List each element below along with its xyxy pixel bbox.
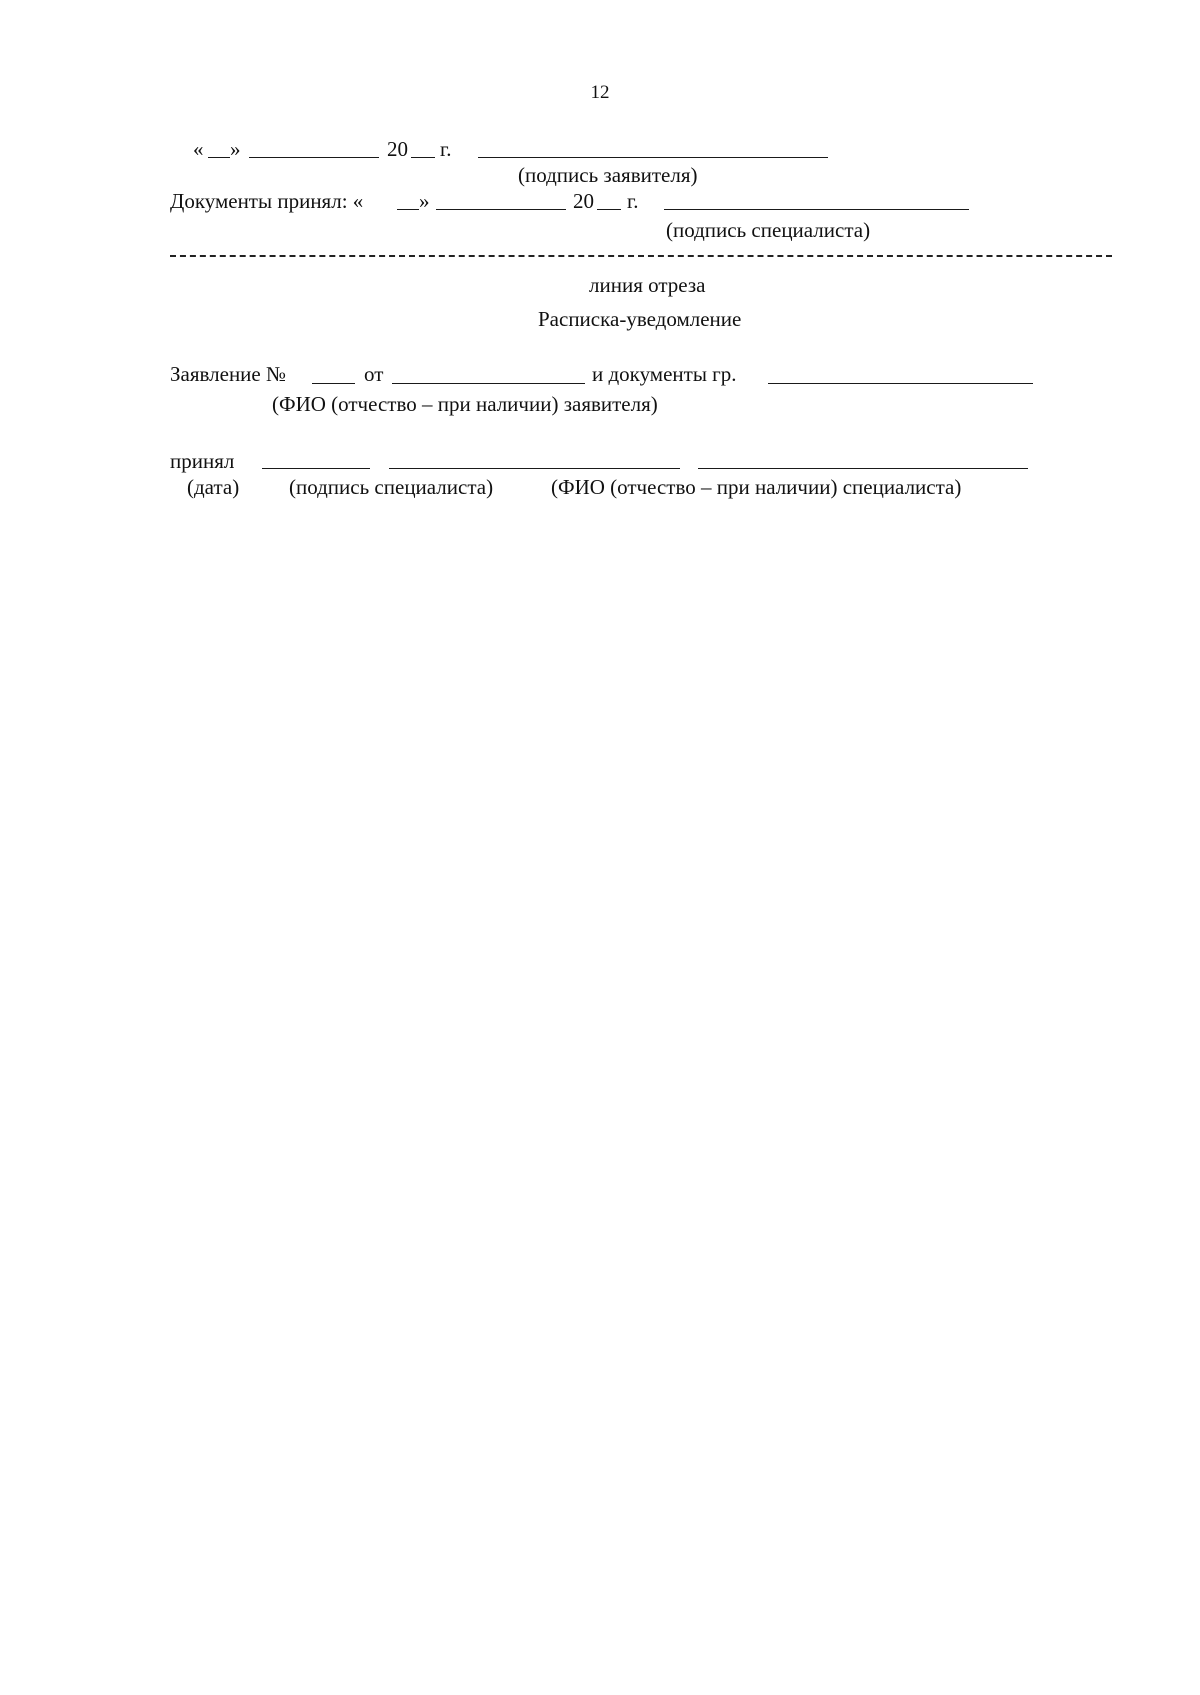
received-signature-line: [389, 468, 680, 469]
date-caption: (дата): [187, 475, 240, 499]
cut-line-label: линия отреза: [589, 273, 706, 297]
day-blank-line: [208, 157, 230, 158]
specialist-name-caption: (ФИО (отчество – при наличии) специалиста): [551, 475, 962, 499]
page-number: 12: [590, 82, 610, 103]
statement-number-label: Заявление №: [170, 362, 287, 386]
year-blank-line: [411, 157, 435, 158]
documents-accepted-label: Документы принял: «: [170, 189, 364, 213]
year-prefix: 20: [573, 189, 594, 213]
applicant-signature-caption: (подпись заявителя): [518, 163, 698, 187]
documents-of-citizen-label: и документы гр.: [592, 362, 737, 386]
received-label: принял: [170, 449, 235, 473]
specialist-signature-caption: (подпись специалиста): [666, 218, 871, 242]
applicant-signature-line: [478, 157, 828, 158]
received-date-line: [262, 468, 370, 469]
received-name-line: [698, 468, 1028, 469]
cut-line: [170, 255, 1112, 257]
quote-close: »: [230, 137, 241, 161]
year-prefix: 20: [387, 137, 408, 161]
day-blank-line: [397, 209, 419, 210]
specialist-signature-line: [664, 209, 969, 210]
statement-date-line: [392, 383, 585, 384]
specialist-signature-caption: (подпись специалиста): [289, 475, 494, 499]
year-blank-line: [597, 209, 621, 210]
applicant-name-line: [768, 383, 1033, 384]
year-suffix: г.: [627, 189, 639, 213]
statement-from-label: от: [364, 362, 384, 386]
statement-number-line: [312, 383, 355, 384]
month-blank-line: [249, 157, 379, 158]
quote-open: «: [193, 137, 204, 161]
quote-close: »: [419, 189, 430, 213]
applicant-name-caption: (ФИО (отчество – при наличии) заявителя): [272, 392, 658, 416]
month-blank-line: [436, 209, 566, 210]
receipt-title: Расписка-уведомление: [538, 307, 742, 331]
year-suffix: г.: [440, 137, 452, 161]
